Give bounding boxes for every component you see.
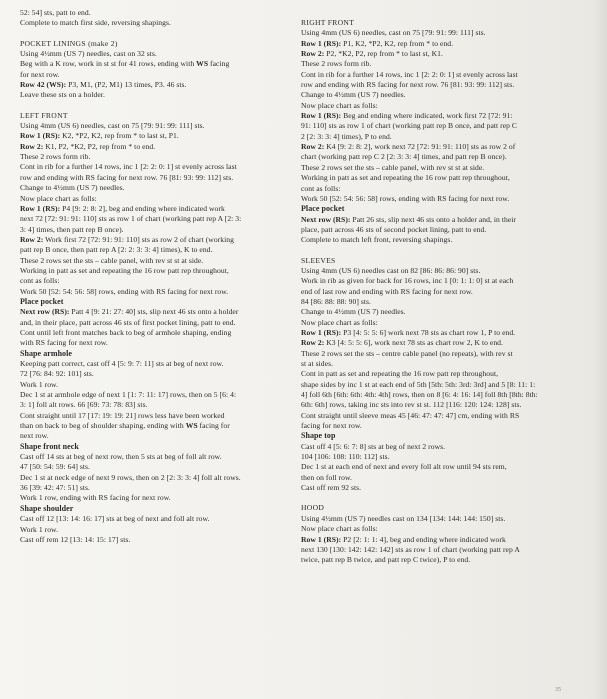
text-line: Cont in patt as set and repeating the 16 row patt rep throughout, xyxy=(301,369,499,379)
text-line: These 2 rows set the sts – centre cable panel (no repeats), with rev st xyxy=(301,348,513,358)
row-label: Row 1 (RS): xyxy=(301,534,342,544)
section-title-pocket-linings: POCKET LININGS (make 2) xyxy=(20,38,118,48)
text-line: Cast off 14 sts at beg of next row, then 5 sts at beg of foll alt row. xyxy=(20,452,222,462)
text-line xyxy=(20,307,286,317)
text-line: Now place chart as folls: xyxy=(301,100,378,110)
row-label: Row 1 (RS): xyxy=(20,131,61,141)
text-line: Cont until left front matches back to beg of armhole shaping, ending xyxy=(20,327,232,337)
text-fragment: P3 [4: 5: 5: 6] work next 78 sts as chart row 1, P to end. xyxy=(341,327,516,337)
text-line: Dec 1 st at each end of next and every foll alt row until 94 sts rem, xyxy=(301,462,507,472)
text-line: patt rep B once, then patt rep A [2: 2: 3: 3: 4] times), K to end. xyxy=(20,245,213,255)
text-line: Change to 4½mm (US 7) needles. xyxy=(20,183,125,193)
row-label: Row 2: xyxy=(301,49,325,59)
text-line: Change to 4½mm (US 7) needles. xyxy=(301,307,406,317)
text-line: Using 4½mm (US 7) needles cast on 134 [134: 144: 144: 150] sts. xyxy=(301,513,506,523)
text-fragment: K1, P2, *K2, P2, rep from * to end. xyxy=(43,141,156,151)
row-label: Next row (RS): xyxy=(301,214,351,224)
section-title-right-front: RIGHT FRONT xyxy=(301,18,355,27)
text-line: Complete to match left front, reversing shapings. xyxy=(301,235,453,245)
text-line: and, in their place, patt across 46 sts of first pocket lining, patt to end. xyxy=(20,317,236,327)
subheading-place-pocket: Place pocket xyxy=(301,204,345,214)
text-line: Cont straight until sleeve meas 45 [46: 47: 47: 47] cm, ending with RS xyxy=(301,410,520,420)
text-fragment: Work first 72 [72: 91: 91: 110] sts as row 2 of chart (working xyxy=(43,234,234,244)
text-line xyxy=(301,535,577,545)
text-fragment: P1, K2, *P2, K2, rep from * to end. xyxy=(341,38,454,48)
text-line: Cont straight until 17 [17: 19: 19: 21] rows less have been worked xyxy=(20,410,225,420)
ws-label: WS xyxy=(196,59,209,69)
text-fragment: than on back to beg of shoulder shaping, ending with xyxy=(20,421,184,431)
row-label: Row 42 (WS): xyxy=(20,80,67,90)
text-line: Change to 4½mm (US 7) needles. xyxy=(301,90,406,100)
text-line: Cont in rib for a further 14 rows, inc 1 [2: 2: 0: 1] st evenly across last xyxy=(301,69,518,79)
subheading-shape-shoulder: Shape shoulder xyxy=(20,503,74,513)
text-line: place, patt across 46 sts of second pocket lining, patt to end. xyxy=(301,224,487,234)
text-line: next row. xyxy=(20,431,49,441)
text-line: 2 [2: 3: 3: 4] times), P to end. xyxy=(301,131,392,141)
text-line: 3: 4] times, then patt rep B once). xyxy=(20,224,124,234)
text-line: Work 50 [52: 54: 56: 58] rows, ending with RS facing for next row. xyxy=(20,286,229,296)
row-label: Row 1 (RS): xyxy=(301,327,342,337)
text-line: Using 4mm (US 6) needles, cast on 75 [79: 91: 99: 111] sts. xyxy=(301,28,486,38)
text-line: for next row. xyxy=(20,69,60,79)
text-line: Leave these sts on a holder. xyxy=(20,90,105,100)
text-line: Dec 1 st at armhole edge of next 1 [1: 7: 11: 17] rows, then on 5 [6: 4: xyxy=(20,390,237,400)
text-fragment: P4 [9: 2: 8: 2], beg and ending where indicated work xyxy=(60,203,225,213)
subheading-shape-front-neck: Shape front neck xyxy=(20,441,79,451)
text-line: Using 4mm (US 6) needles, cast on 75 [79: 91: 99: 111] sts. xyxy=(20,121,205,131)
text-fragment: P2, *K2, P2, rep from * to last st, K1. xyxy=(324,49,443,59)
text-line: Cast off rem 12 [13: 14: 15: 17] sts. xyxy=(20,534,131,544)
row-label: Row 1 (RS): xyxy=(20,203,61,213)
text-line xyxy=(301,142,577,152)
subheading-shape-top: Shape top xyxy=(301,431,336,441)
text-fragment: P3, M1, (P2, M1) 13 times, P3. 46 sts. xyxy=(68,80,187,90)
text-line: 6th: 6th] rows, taking inc sts into rev st st. 112 [116: 120: 124: 128] sts. xyxy=(301,400,522,410)
text-line: Now place chart as folls: xyxy=(301,317,378,327)
text-line: 3: 1] foll alt rows. 66 [69: 73: 78: 83] sts. xyxy=(20,400,148,410)
text-line: 72 [76: 84: 92: 101] sts. xyxy=(20,369,94,379)
text-line xyxy=(301,49,577,59)
text-fragment: facing xyxy=(208,59,230,69)
text-line: with RS facing for next row. xyxy=(20,338,108,348)
text-line: then on foll row. xyxy=(301,472,352,482)
text-line: cont as folls: xyxy=(301,183,341,193)
text-line: Cast off 12 [13: 14: 16: 17] sts at beg of next and foll alt row. xyxy=(20,514,210,524)
text-line: Working in patt as set and repeating the 16 row patt rep throughout, xyxy=(301,173,510,183)
text-line: 47 [50: 54: 59: 64] sts. xyxy=(20,462,90,472)
left-column xyxy=(20,8,286,545)
text-line xyxy=(20,204,286,214)
text-line xyxy=(20,421,286,431)
text-line: chart (working patt rep C 2 [2: 3: 3: 4] times, and patt rep B once). xyxy=(301,152,507,162)
row-label: Row 1 (RS): xyxy=(301,38,342,48)
text-line xyxy=(301,111,577,121)
row-label: Next row (RS): xyxy=(20,307,70,317)
text-line: Cont in rib for a further 14 rows, inc 1 [2: 2: 0: 1] st evenly across last xyxy=(20,162,237,172)
text-line: row and ending with RS facing for next row. 76 [81: 93: 99: 112] sts. xyxy=(20,172,234,182)
text-fragment: Beg and ending where indicated, work first 72 [72: 91: xyxy=(341,111,513,121)
row-label: Row 2: xyxy=(20,234,44,244)
text-line: Work 1 row, ending with RS facing for next row. xyxy=(20,493,171,503)
text-line xyxy=(20,80,286,90)
text-fragment: facing for xyxy=(197,421,230,431)
subheading-shape-armhole: Shape armhole xyxy=(20,348,72,358)
text-line: Work in rib as given for back for 16 rows, inc 1 [0: 1: 1: 0] st at each xyxy=(301,276,514,286)
text-line: Work 50 [52: 54: 56: 58] rows, ending with RS facing for next row. xyxy=(301,193,510,203)
page-edge-shadow xyxy=(593,0,607,699)
text-line: 36 [39: 42: 47: 51] sts. xyxy=(20,483,90,493)
text-line: st at sides. xyxy=(301,359,334,368)
page-number: 35 xyxy=(555,687,561,693)
text-line: These 2 rows form rib. xyxy=(20,152,91,162)
text-line: Dec 1 st at neck edge of next 9 rows, then on 2 [2: 3: 3: 4] foll alt rows. xyxy=(20,472,241,482)
subheading-place-pocket: Place pocket xyxy=(20,296,64,306)
text-line: Now place chart as folls: xyxy=(20,193,97,203)
text-line: 4] foll 6th [6th: 6th: 4th: 4th] rows, then on 8 [6: 4: 16: 14] foll 8th [8th: 8th: xyxy=(301,390,538,400)
text-line: row and ending with RS facing for next row. 76 [81: 93: 99: 112] sts. xyxy=(301,80,515,90)
text-fragment: Beg with a K row, work in st st for 41 rows, ending with xyxy=(20,59,195,69)
text-line: twice, patt rep B twice, and patt rep C twice), P to end. xyxy=(301,555,471,565)
text-line: 91: 110] sts as row 1 of chart (working patt rep B once, and patt rep C xyxy=(301,121,518,131)
text-line: 52: 54] sts, patt to end. xyxy=(20,8,91,17)
right-column xyxy=(301,8,577,566)
text-line: facing for next row. xyxy=(301,421,362,431)
text-line: Keeping patt correct, cast off 4 [5: 9: 7: 11] sts at beg of next row. xyxy=(20,359,224,368)
text-fragment: Patt 26 sts, slip next 46 sts onto a holder and, in their xyxy=(350,214,517,224)
text-fragment: K4 [9: 2: 8: 2], work next 72 [72: 91: 91: 110] sts as row 2 of xyxy=(324,142,516,152)
text-line: 84 [86: 88: 88: 90] sts. xyxy=(301,296,371,306)
text-line: Cast off rem 92 sts. xyxy=(301,483,362,493)
text-line: Cast off 4 [5: 6: 7: 8] sts at beg of next 2 rows. xyxy=(301,441,446,451)
text-line xyxy=(20,131,286,141)
text-line: Complete to match first side, reversing shapings. xyxy=(20,18,171,28)
text-line xyxy=(301,215,577,225)
row-label: Row 1 (RS): xyxy=(301,111,342,121)
text-line xyxy=(301,328,577,338)
text-line: These 2 rows form rib. xyxy=(301,59,372,69)
row-label: Row 2: xyxy=(301,338,325,348)
text-line: Using 4mm (US 6) needles cast on 82 [86: 86: 86: 90] sts. xyxy=(301,265,481,275)
section-title-hood: HOOD xyxy=(301,503,325,513)
section-title-left-front: LEFT FRONT xyxy=(20,110,68,120)
text-line: next 130 [130: 142: 142: 142] sts as row 1 of chart (working patt rep A xyxy=(301,544,520,554)
row-label: Row 2: xyxy=(301,142,325,152)
text-line: Working in patt as set and repeating the 16 row patt rep throughout, xyxy=(20,265,229,275)
text-line: Work 1 row. xyxy=(20,524,59,534)
text-line: These 2 rows set the sts – cable panel, with rev st st at side. xyxy=(20,255,204,265)
section-title-sleeves: SLEEVES xyxy=(301,255,336,265)
text-fragment: Patt 4 [9: 21: 27: 40] sts, slip next 46 sts onto a holder xyxy=(69,307,239,317)
text-line: Using 4½mm (US 7) needles, cast on 32 sts. xyxy=(20,49,157,59)
text-line: Work 1 row. xyxy=(20,379,59,389)
text-line xyxy=(20,142,286,152)
text-line: next 72 [72: 91: 91: 110] sts as row 1 of chart (working patt rep A [2: 3: xyxy=(20,214,242,224)
text-line xyxy=(301,338,577,348)
text-line: Now place chart as folls: xyxy=(301,524,378,534)
text-line xyxy=(301,39,577,49)
text-line: end of last row and ending with RS facing for next row. xyxy=(301,286,473,296)
text-line xyxy=(20,59,286,69)
text-fragment: K2, *P2, K2, rep from * to last st, P1. xyxy=(60,131,179,141)
text-fragment: P2 [2: 1: 1: 4], beg and ending where indicated work xyxy=(341,534,506,544)
text-line: shape sides by inc 1 st at each end of 5th [5th: 5th: 3rd: 3rd] and 5 [8: 11: 1: xyxy=(301,379,536,389)
text-line: 104 [106: 108: 110: 112] sts. xyxy=(301,452,390,462)
text-line: These 2 rows set the sts – cable panel, with rev st st at side. xyxy=(301,162,485,172)
text-fragment: K3 [4: 5: 5: 6], work next 78 sts as chart row 2, K to end. xyxy=(324,338,503,348)
text-line xyxy=(20,235,286,245)
row-label: Row 2: xyxy=(20,141,44,151)
ws-label: WS xyxy=(185,421,198,431)
text-line: cont as folls: xyxy=(20,276,60,286)
